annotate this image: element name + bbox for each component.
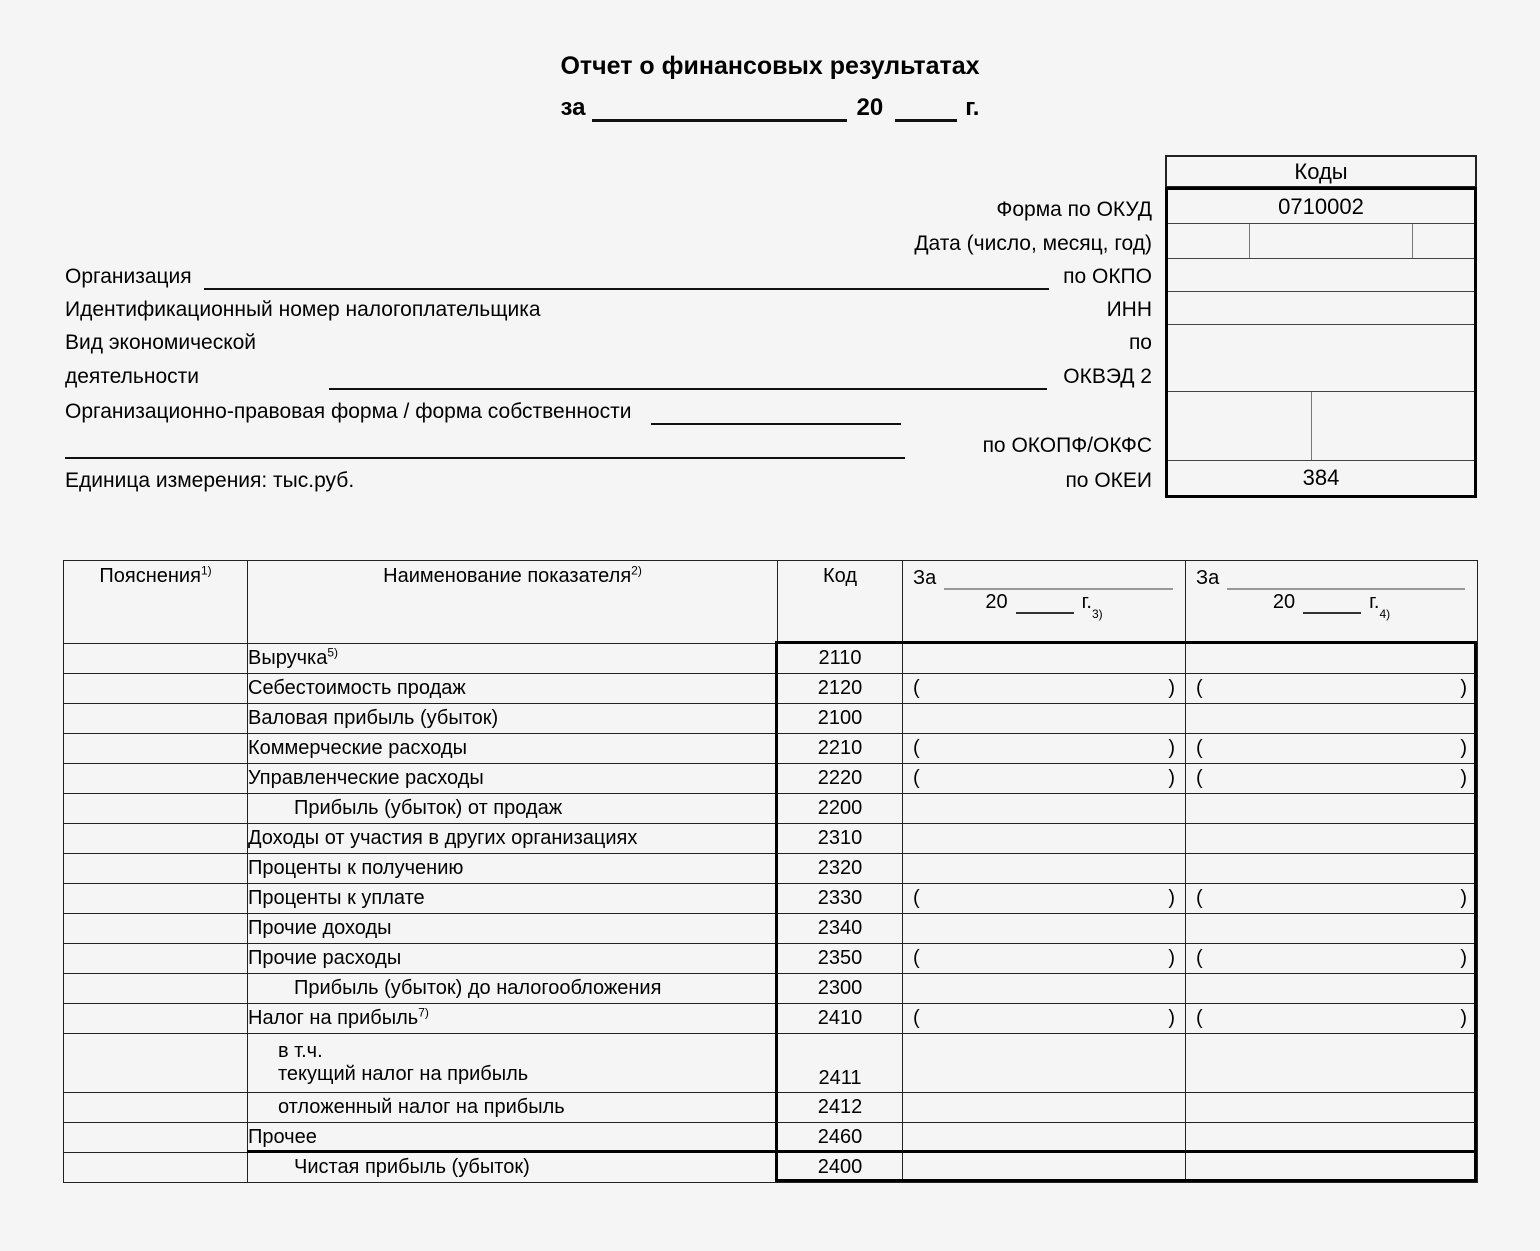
cell-indicator: Управленческие расходы <box>248 764 778 794</box>
cell-value-period1: ( ) <box>903 734 1186 764</box>
inn-text-label: Идентификационный номер налогоплательщика <box>65 298 541 321</box>
cell-notes <box>64 824 248 854</box>
form-title: Отчет о финансовых результатах <box>560 52 980 80</box>
cell-value-period2 <box>1186 704 1478 734</box>
cell-code: 2340 <box>778 914 903 944</box>
cell-value-period1 <box>903 854 1186 884</box>
cell-code: 2120 <box>778 674 903 704</box>
cell-indicator: Проценты к получению <box>248 854 778 884</box>
cell-value-period1 <box>903 974 1186 1004</box>
codes-box <box>1165 155 1477 498</box>
inn-label: ИНН <box>1106 298 1152 321</box>
cell-value-period2 <box>1186 794 1478 824</box>
cell-indicator: Прочие расходы <box>248 944 778 974</box>
cell-code: 2330 <box>778 884 903 914</box>
cell-value-period2 <box>1186 854 1478 884</box>
cell-indicator: Себестоимость продаж <box>248 674 778 704</box>
period-blank-line <box>592 96 847 122</box>
cell-code: 2400 <box>778 1153 903 1183</box>
organization-row <box>65 257 1152 290</box>
cell-value-period2: ( ) <box>1186 734 1478 764</box>
table-row <box>64 764 1478 794</box>
table-row <box>64 944 1478 974</box>
form-subtitle <box>0 90 1540 122</box>
col-header-code: Код <box>778 561 903 644</box>
cell-value-period2 <box>1186 1123 1478 1153</box>
cell-notes <box>64 644 248 674</box>
activity-row-1 <box>65 323 1152 356</box>
cell-indicator: Прибыль (убыток) до налогообложения <box>248 974 778 1004</box>
cell-code: 2200 <box>778 794 903 824</box>
cell-indicator: Выручка$^{5)}$ <box>248 644 778 674</box>
year-blank-line <box>895 96 957 122</box>
okud-label: Форма по ОКУД <box>996 198 1152 221</box>
cell-indicator: Налог на прибыль$^{7)}$ <box>248 1004 778 1034</box>
activity-label-1: Вид экономической <box>65 331 257 354</box>
cell-value-period1: ( ) <box>903 674 1186 704</box>
date-year-cell <box>1413 224 1474 258</box>
cell-code: 2210 <box>778 734 903 764</box>
table-row <box>64 914 1478 944</box>
cell-value-period1 <box>903 1123 1186 1153</box>
cell-notes <box>64 734 248 764</box>
cell-indicator: Прочее <box>248 1123 778 1153</box>
cell-value-period1 <box>903 1153 1186 1183</box>
table-row <box>64 1034 1478 1093</box>
cell-value-period1 <box>903 1034 1186 1093</box>
col-header-indicator: Наименование показателя$^{2)}$ <box>248 561 778 644</box>
year20-label-1: 20 <box>985 591 1008 613</box>
cell-value-period2: ( ) <box>1186 764 1478 794</box>
cell-notes <box>64 794 248 824</box>
okopf-row <box>65 426 1152 459</box>
cell-value-period1: ( ) <box>903 1004 1186 1034</box>
cell-indicator: в т.ч. текущий налог на прибыль <box>248 1034 778 1093</box>
col-header-period1: За 20 г. 3) <box>903 561 1186 644</box>
date-row <box>65 224 1152 257</box>
cell-code: 2110 <box>778 644 903 674</box>
cell-value-period1: ( ) <box>903 884 1186 914</box>
cell-indicator: Валовая прибыль (убыток) <box>248 704 778 734</box>
codes-box-header: Коды <box>1165 155 1477 188</box>
cell-notes <box>64 764 248 794</box>
okved-value-cell <box>1168 325 1474 392</box>
cell-value-period2 <box>1186 1153 1478 1183</box>
okopf-value-cells <box>1168 392 1474 461</box>
legal-form-blank-line <box>651 401 901 425</box>
cell-value-period2 <box>1186 824 1478 854</box>
footnote-mark: 7) <box>418 1005 429 1020</box>
inn-row <box>65 290 1152 323</box>
cell-indicator: Прочие доходы <box>248 914 778 944</box>
cell-notes <box>64 884 248 914</box>
unit-row <box>65 461 1152 494</box>
subtitle-za-label: за <box>560 94 586 121</box>
activity-label-2: деятельности <box>65 365 199 388</box>
cell-notes <box>64 944 248 974</box>
okfs-value-cell <box>1312 392 1474 460</box>
activity-row-2 <box>65 357 1152 390</box>
date-value-cells <box>1168 224 1474 259</box>
cell-code: 2100 <box>778 704 903 734</box>
cell-notes <box>64 974 248 1004</box>
subtitle-year-suffix: г. <box>965 94 980 121</box>
cell-value-period1: ( ) <box>903 764 1186 794</box>
cell-code: 2411 <box>778 1034 903 1093</box>
report-table <box>63 560 1478 1183</box>
cell-code: 2350 <box>778 944 903 974</box>
cell-value-period1 <box>903 824 1186 854</box>
cell-value-period1 <box>903 794 1186 824</box>
cell-notes <box>64 1034 248 1093</box>
period1-blank-line <box>944 568 1173 590</box>
indicator-footnote-mark: 2) <box>631 563 642 578</box>
cell-code: 2300 <box>778 974 903 1004</box>
table-row <box>64 1093 1478 1123</box>
okopf-blank-line <box>65 435 905 459</box>
year2-blank-line <box>1303 592 1361 614</box>
year20-label-2: 20 <box>1272 591 1296 613</box>
g-label-1: г. <box>1081 591 1092 613</box>
report-table-wrapper <box>63 560 1477 1182</box>
table-row <box>64 854 1478 884</box>
col-header-period2: За 20 г. 4) <box>1186 561 1478 644</box>
year1-blank-line <box>1016 592 1074 614</box>
legal-form-row <box>65 392 1152 425</box>
table-row <box>64 1123 1478 1153</box>
okopf-value-cell <box>1168 392 1312 460</box>
table-row <box>64 884 1478 914</box>
za-label-1: За <box>913 567 937 589</box>
okpo-label: по ОКПО <box>1063 265 1152 288</box>
table-row <box>64 824 1478 854</box>
table-row <box>64 1004 1478 1034</box>
cell-notes <box>64 914 248 944</box>
cell-indicator: Прибыль (убыток) от продаж <box>248 794 778 824</box>
table-row <box>64 704 1478 734</box>
cell-notes <box>64 1004 248 1034</box>
period2-blank-line <box>1227 568 1465 590</box>
date-month-cell <box>1250 224 1413 258</box>
table-header-row <box>64 561 1478 644</box>
table-row <box>64 974 1478 1004</box>
notes-footnote-mark: 1) <box>200 563 212 578</box>
okved-label: ОКВЭД 2 <box>1063 365 1152 388</box>
okopf-label: по ОКОПФ/ОКФС <box>982 434 1152 457</box>
legal-form-label: Организационно-правовая форма / форма собственности <box>65 400 632 423</box>
g-label-2: г. <box>1369 591 1380 613</box>
okpo-value-cell <box>1168 259 1474 292</box>
cell-value-period2: ( ) <box>1186 944 1478 974</box>
cell-value-period1 <box>903 644 1186 674</box>
cell-notes <box>64 1123 248 1153</box>
cell-value-period2: ( ) <box>1186 884 1478 914</box>
cell-notes <box>64 1153 248 1183</box>
cell-indicator: Чистая прибыль (убыток) <box>248 1153 778 1183</box>
date-day-cell <box>1168 224 1250 258</box>
cell-indicator: Коммерческие расходы <box>248 734 778 764</box>
cell-value-period2: ( ) <box>1186 674 1478 704</box>
cell-value-period1 <box>903 1093 1186 1123</box>
okud-row <box>65 190 1152 223</box>
cell-indicator: Проценты к уплате <box>248 884 778 914</box>
po-label: по <box>1128 331 1152 354</box>
cell-value-period2 <box>1186 974 1478 1004</box>
activity-blank-line <box>329 366 1047 390</box>
cell-value-period2 <box>1186 644 1478 674</box>
okei-label: по ОКЕИ <box>1065 469 1152 492</box>
table-row <box>64 794 1478 824</box>
cell-code: 2310 <box>778 824 903 854</box>
subtitle-year-prefix: 20 <box>856 94 884 121</box>
table-row <box>64 674 1478 704</box>
cell-notes <box>64 1093 248 1123</box>
cell-code: 2410 <box>778 1004 903 1034</box>
cell-value-period1 <box>903 704 1186 734</box>
cell-value-period2 <box>1186 914 1478 944</box>
cell-notes <box>64 674 248 704</box>
codes-box-body <box>1165 187 1477 498</box>
za-label-2: За <box>1196 567 1220 589</box>
date-label: Дата (число, месяц, год) <box>914 232 1152 255</box>
unit-label: Единица измерения: тыс.руб. <box>65 469 355 492</box>
cell-indicator: Доходы от участия в других организациях <box>248 824 778 854</box>
okei-value-cell: 384 <box>1302 465 1340 490</box>
cell-code: 2320 <box>778 854 903 884</box>
footnote-mark: 5) <box>327 645 339 660</box>
cell-value-period2 <box>1186 1093 1478 1123</box>
report-table-body <box>64 644 1478 1183</box>
cell-value-period1: ( ) <box>903 944 1186 974</box>
table-row <box>64 1153 1478 1183</box>
inn-value-cell <box>1168 292 1474 325</box>
cell-notes <box>64 854 248 884</box>
cell-value-period2 <box>1186 1034 1478 1093</box>
organization-blank-line <box>204 266 1049 290</box>
col-header-notes: Пояснения$^{1)}$ <box>64 561 248 644</box>
cell-indicator: отложенный налог на прибыль <box>248 1093 778 1123</box>
table-row <box>64 734 1478 764</box>
table-row <box>64 644 1478 674</box>
cell-value-period1 <box>903 914 1186 944</box>
organization-label: Организация <box>65 265 192 288</box>
cell-notes <box>64 704 248 734</box>
cell-value-period2: ( ) <box>1186 1004 1478 1034</box>
okud-value-cell: 0710002 <box>1168 190 1474 224</box>
cell-code: 2220 <box>778 764 903 794</box>
cell-code: 2460 <box>778 1123 903 1153</box>
cell-code: 2412 <box>778 1093 903 1123</box>
